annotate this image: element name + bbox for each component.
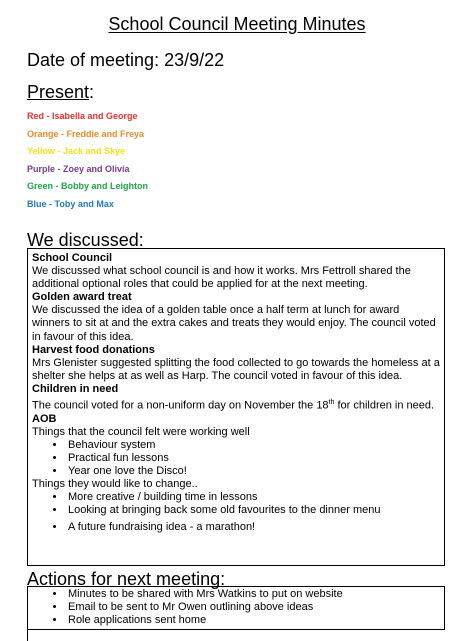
section-heading-golden-award: Golden award treat: [32, 291, 132, 304]
aob-working-intro: Things that the council felt were working well: [32, 425, 250, 438]
section-heading-school-council: School Council: [32, 252, 113, 264]
present-group-blue: Blue - Toby and Max: [27, 198, 114, 209]
section-body-children-in-need: [32, 396, 440, 413]
aob-change-list: [32, 491, 440, 533]
section-heading-aob: AOB: [32, 412, 57, 425]
actions-list: [32, 588, 440, 627]
aob-change-item: • A future fundraising idea - a marathon!: [66, 521, 440, 534]
actions-heading: Actions for next meeting:: [27, 569, 226, 589]
aob-change-item: • Looking at bringing back some old favourites to the dinner menu: [66, 504, 440, 517]
action-item: • Role applications sent home: [66, 614, 440, 627]
discussed-heading: We discussed:: [27, 230, 144, 250]
action-item: • Minutes to be shared with Mrs Watkins to put on website: [66, 588, 440, 601]
present-list: [27, 110, 148, 215]
actions-box: [27, 586, 445, 630]
aob-working-item: • Year one love the Disco!: [66, 465, 440, 478]
aob-working-item: • Behaviour system: [66, 439, 440, 452]
children-in-need-text-start: The council voted for a non-uniform day on November the 18: [32, 399, 329, 412]
section-heading-children-in-need: Children in need: [32, 382, 119, 395]
present-group-purple: Purple - Zoey and Olivia: [27, 163, 130, 174]
section-body-school-council: We discussed what school council is and how it works. Mrs Fettroll shared the additional optional roles that could be applied for at the next meeting.: [32, 265, 411, 291]
children-in-need-text-end: for children in need.: [334, 399, 435, 412]
present-group-red: Red - Isabella and George: [27, 111, 138, 121]
discussed-box: [27, 248, 445, 566]
section-body-golden-award: We discussed the idea of a golden table once a half term at lunch for award winners to sit at and the extra cakes and treats they would enjoy. The council voted in favour of this idea.: [32, 304, 436, 343]
document-title: School Council Meeting Minutes: [108, 14, 366, 34]
aob-working-item: • Practical fun lessons: [66, 452, 440, 465]
text-cursor: [27, 630, 28, 641]
present-group-orange: Orange - Freddie and Freya: [27, 128, 145, 139]
children-in-need-superscript: th: [328, 399, 335, 407]
present-group-green: Green - Bobby and Leighton: [27, 181, 148, 191]
present-heading-text: Present: [27, 82, 90, 102]
meeting-date: Date of meeting: 23/9/22: [27, 50, 225, 70]
present-group-yellow: Yellow - Jack and Skye: [27, 146, 126, 156]
present-heading-colon: :: [89, 82, 95, 102]
aob-change-item: • More creative / building time in lessons: [66, 491, 440, 504]
aob-change-intro: Things they would like to change..: [32, 478, 198, 491]
action-item: • Email to be sent to Mr Owen outlining above ideas: [66, 601, 440, 614]
present-heading: [27, 82, 94, 103]
aob-working-list: [32, 439, 440, 478]
section-heading-harvest: Harvest food donations: [32, 343, 155, 356]
section-body-harvest: Mrs Glenister suggested splitting the food collected to go towards the homeless at a shelter she helps at as well as Harp. The council voted in favour of this idea.: [32, 356, 440, 382]
